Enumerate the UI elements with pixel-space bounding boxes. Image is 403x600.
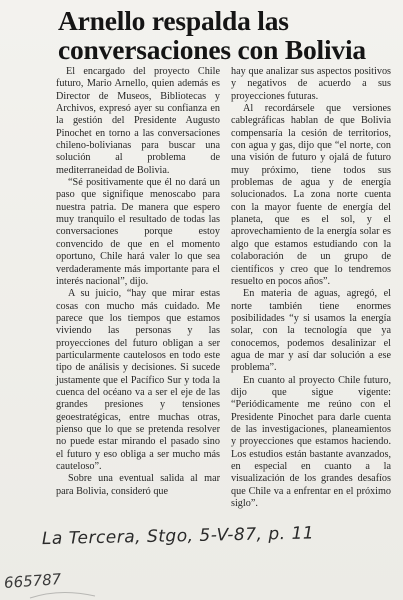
article-column-right	[231, 66, 391, 510]
paragraph: “Sé positivamente que él no dará un paso que signifique menoscabo para nuestra patria. De manera que espero muy tranquilo el resultado de todas las conversaciones porque estoy convencido de que en el momento oportuno, Chile hará valer lo que sea verdaderamente más importante para el interés nacional”, dijo.	[56, 177, 220, 287]
paragraph: En cuanto al proyecto Chile futuro, dijo que sigue vigente: “Periódicamente me reúno con el Presidente Pinochet para darle cuenta de las investigaciones, planeamientos y proyecciones que estamos haciendo. Los estudios están bastante avanzados, en especial en cuanto a la visualización de los grandes desafíos que Chile va a enfrentar en el próximo siglo”.	[231, 374, 391, 510]
paragraph: En materia de aguas, agregó, el norte también tiene enormes posibilidades “y si usamos la energía solar, con la tecnología que ya conocemos, podemos desalinizar el agua de mar y así dar solución a ese problema”.	[231, 288, 391, 374]
paragraph: Al recordársele que versiones cablegráficas hablan de que Bolivia compensaría la cesión de territorios, con agua y gas, dijo que “el norte, con una visión de futuro y ojalá de futuro muy próximo, tiene todos sus problemas de agua y de energía solucionados. La zona norte cuenta con la mayor fuente de energía del planeta, que es el sol, y el aprovechamiento de la energía solar es algo que estamos estudiando con la colaboración de un grupo de científicos y creo que lo tendremos resuelto en pocos años”.	[231, 103, 391, 287]
paragraph: A su juicio, “hay que mirar estas cosas con mucho más cuidado. Me parece que los tiempos que estamos viviendo las personas y las proyecciones del futuro obligan a ser particularmente cautelosos en todo este tipo de análisis y decisiones. Si sucede justamente que el Pacífico Sur y toda la cuenca del océano va a ser el eje de las grandes presiones y tensiones geoestratégicas, entre muchas otras, pienso que lo que se pretenda resolver no puede estar mirando el pasado sino el futuro y eso obliga a ser mucho más cauteloso”.	[56, 288, 220, 472]
paragraph: hay que analizar sus aspectos positivos y negativos de acuerdo a sus proyecciones futuras.	[231, 66, 391, 102]
article-column-left	[56, 66, 220, 498]
article-headline: Arnello respalda las conversaciones con Bolivia	[58, 5, 366, 65]
paragraph: El encargado del proyecto Chile futuro, Mario Arnello, quien además es Director de Museos, Bibliotecas y Archivos, expresó ayer su confianza en la gestión del Presidente Augusto Pinochet en torno a las conversaciones chileno-bolivianas para buscar una solución al problema de mediterraneidad de Bolivia.	[56, 66, 220, 176]
paragraph: Sobre una eventual salida al mar para Bolivia, consideró que	[56, 473, 220, 497]
catalog-number: 665787	[3, 570, 62, 592]
handwritten-source-note: La Tercera, Stgo, 5-V-87, p. 11	[41, 523, 315, 550]
